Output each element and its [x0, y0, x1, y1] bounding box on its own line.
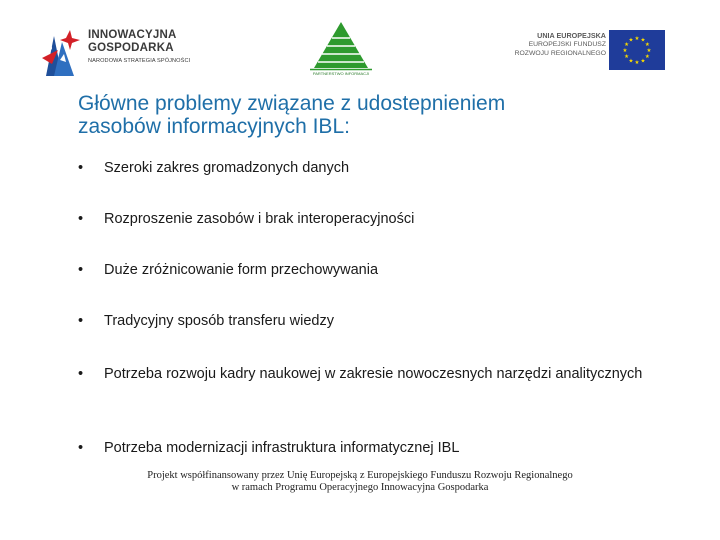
eu-star-icon: ★: [634, 36, 640, 42]
eu-star-icon: ★: [634, 60, 640, 66]
eu-star-icon: ★: [624, 42, 630, 48]
eu-line2: EUROPEJSKI FUNDUSZ: [528, 41, 606, 48]
bullet-dot-icon: •: [78, 366, 84, 382]
ig-title-line2: GOSPODARKA: [88, 42, 174, 54]
eu-star-icon: ★: [644, 54, 650, 60]
bullet-text: Tradycyjny sposób transferu wiedzy: [104, 313, 334, 329]
eu-logo: [494, 30, 666, 72]
eu-star-icon: ★: [628, 58, 634, 65]
pyramid-caption: PARTNERSTWO INFORMACJI: [312, 71, 370, 76]
eu-star-icon: ★: [622, 48, 628, 54]
ig-title-line1: INNOWACYJNA: [88, 29, 177, 41]
bullet-dot-icon: •: [78, 160, 84, 176]
bullet-dot-icon: •: [78, 262, 84, 278]
innowacyjna-gospodarka-logo-icon: [40, 28, 82, 78]
eu-flag-icon: [609, 30, 665, 70]
bullet-dot-icon: •: [78, 211, 84, 227]
partnerstwo-logo: [310, 20, 372, 78]
bullet-text: Rozproszenie zasobów i brak interoperacyjności: [104, 211, 415, 227]
slide-title: [78, 92, 678, 138]
eu-star-icon: ★: [628, 37, 634, 44]
eu-star-icon: ★: [640, 58, 646, 65]
bullet-text: Szeroki zakres gromadzonych danych: [104, 160, 350, 176]
eu-star-icon: ★: [644, 42, 650, 48]
bullet-text: Potrzeba rozwoju kadry naukowej w zakresie nowoczesnych narzędzi analitycznych: [104, 366, 643, 382]
green-pyramid-logo-icon: [310, 20, 372, 72]
eu-line3: ROZWOJU REGIONALNEGO: [514, 50, 606, 57]
bullet-dot-icon: •: [78, 440, 84, 456]
bullet-text: Potrzeba modernizacji infrastruktura informatycznej IBL: [104, 440, 460, 456]
footnote-line1: Projekt współfinansowany przez Unię Europejską z Europejskiego Funduszu Rozwoju Regionalnego: [147, 470, 573, 481]
bullet-dot-icon: •: [78, 313, 84, 329]
eu-star-icon: ★: [640, 37, 646, 44]
slide-title-line2: zasobów informacyjnych IBL:: [78, 115, 350, 138]
bullet-text: Duże zróżnicowanie form przechowywania: [104, 262, 379, 278]
funding-footnote: [130, 470, 590, 494]
ig-subtitle: NARODOWA STRATEGIA SPÓJNOŚCI: [88, 58, 191, 64]
eu-star-icon: ★: [646, 48, 652, 54]
footnote-line2: w ramach Programu Operacyjnego Innowacyjna Gospodarka: [231, 482, 489, 493]
innowacyjna-gospodarka-logo: [40, 26, 210, 82]
eu-line1: UNIA EUROPEJSKA: [537, 31, 606, 40]
eu-star-icon: ★: [624, 54, 630, 60]
slide-title-line1: Główne problemy związane z udostepnieniem: [78, 92, 506, 115]
